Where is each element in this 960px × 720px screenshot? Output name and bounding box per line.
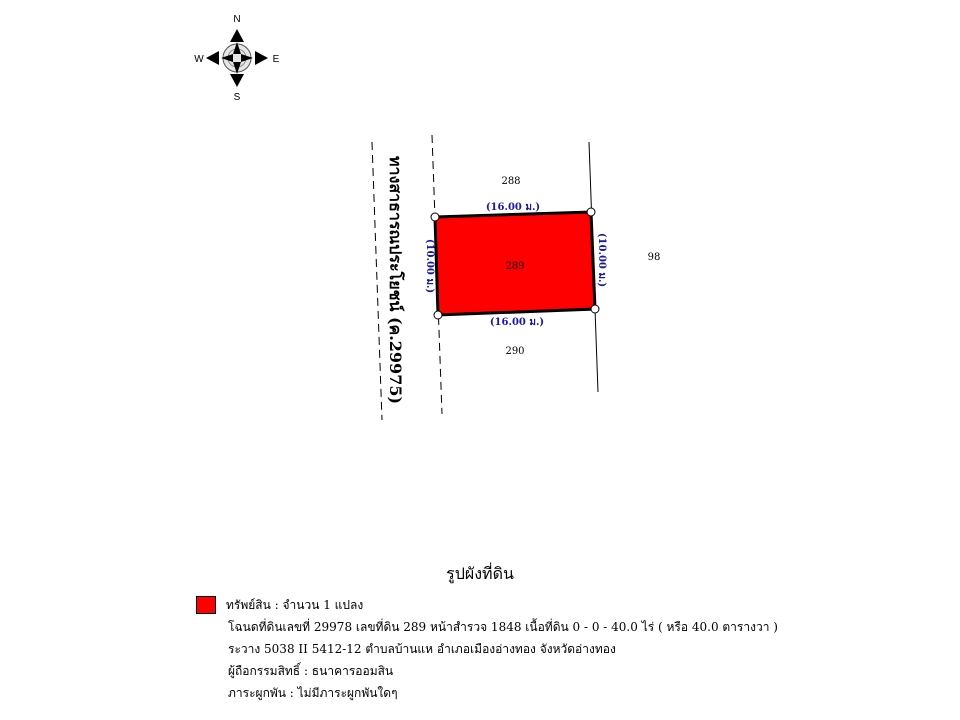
road-label: ทางสาธารณประโยชน์ (ค.29975)	[386, 155, 405, 405]
legend-asset-line: ทรัพย์สิน : จำนวน 1 แปลง	[226, 598, 364, 612]
north-arrow-icon	[230, 29, 244, 42]
compass-west-label: W	[194, 54, 204, 65]
parcel-corner-marker	[431, 213, 439, 221]
legend-deed-line: โฉนดที่ดินเลขที่ 29978 เลขที่ดิน 289 หน้าสำรวจ 1848 เนื้อที่ดิน 0 - 0 - 40.0 ไร่ ( หรือ 40.0 ตารางวา )	[228, 620, 778, 634]
dimension-left: (10.00 ม.)	[424, 238, 435, 294]
dimension-bottom: (16.00 ม.)	[489, 317, 545, 328]
legend-title: รูปผังที่ดิน	[446, 564, 514, 583]
parcel-east-number: 98	[647, 252, 661, 263]
compass-east-label: E	[272, 54, 280, 65]
parcel-center-number: 289	[505, 261, 525, 272]
legend	[196, 594, 936, 704]
legend-owner-line: ผู้ถือกรรมสิทธิ์ : ธนาคารออมสิน	[228, 664, 394, 678]
parcel-corner-marker	[587, 208, 595, 216]
legend-swatch	[196, 596, 216, 614]
legend-encumbrance-line: ภาระผูกพัน : ไม่มีภาระผูกพันใดๆ	[228, 686, 398, 700]
compass-south-label: S	[233, 92, 241, 103]
parcel-corner-marker	[434, 311, 442, 319]
parcel-north-number: 288	[501, 176, 521, 187]
compass-north-label: N	[233, 14, 241, 25]
compass-rose	[194, 14, 279, 103]
south-arrow-icon	[230, 74, 244, 87]
east-arrow-icon	[255, 51, 268, 65]
dimension-right: (10.00 ม.)	[596, 232, 607, 288]
road-left-edge	[372, 142, 382, 420]
parcel-corner-marker	[591, 305, 599, 313]
parcel-south-number: 290	[505, 346, 525, 357]
dimension-top: (16.00 ม.)	[485, 202, 541, 213]
west-arrow-icon	[206, 51, 219, 65]
legend-location-line: ระวาง 5038 II 5412-12 ตำบลบ้านแห อำเภอเมืองอ่างทอง จังหวัดอ่างทอง	[228, 642, 616, 656]
